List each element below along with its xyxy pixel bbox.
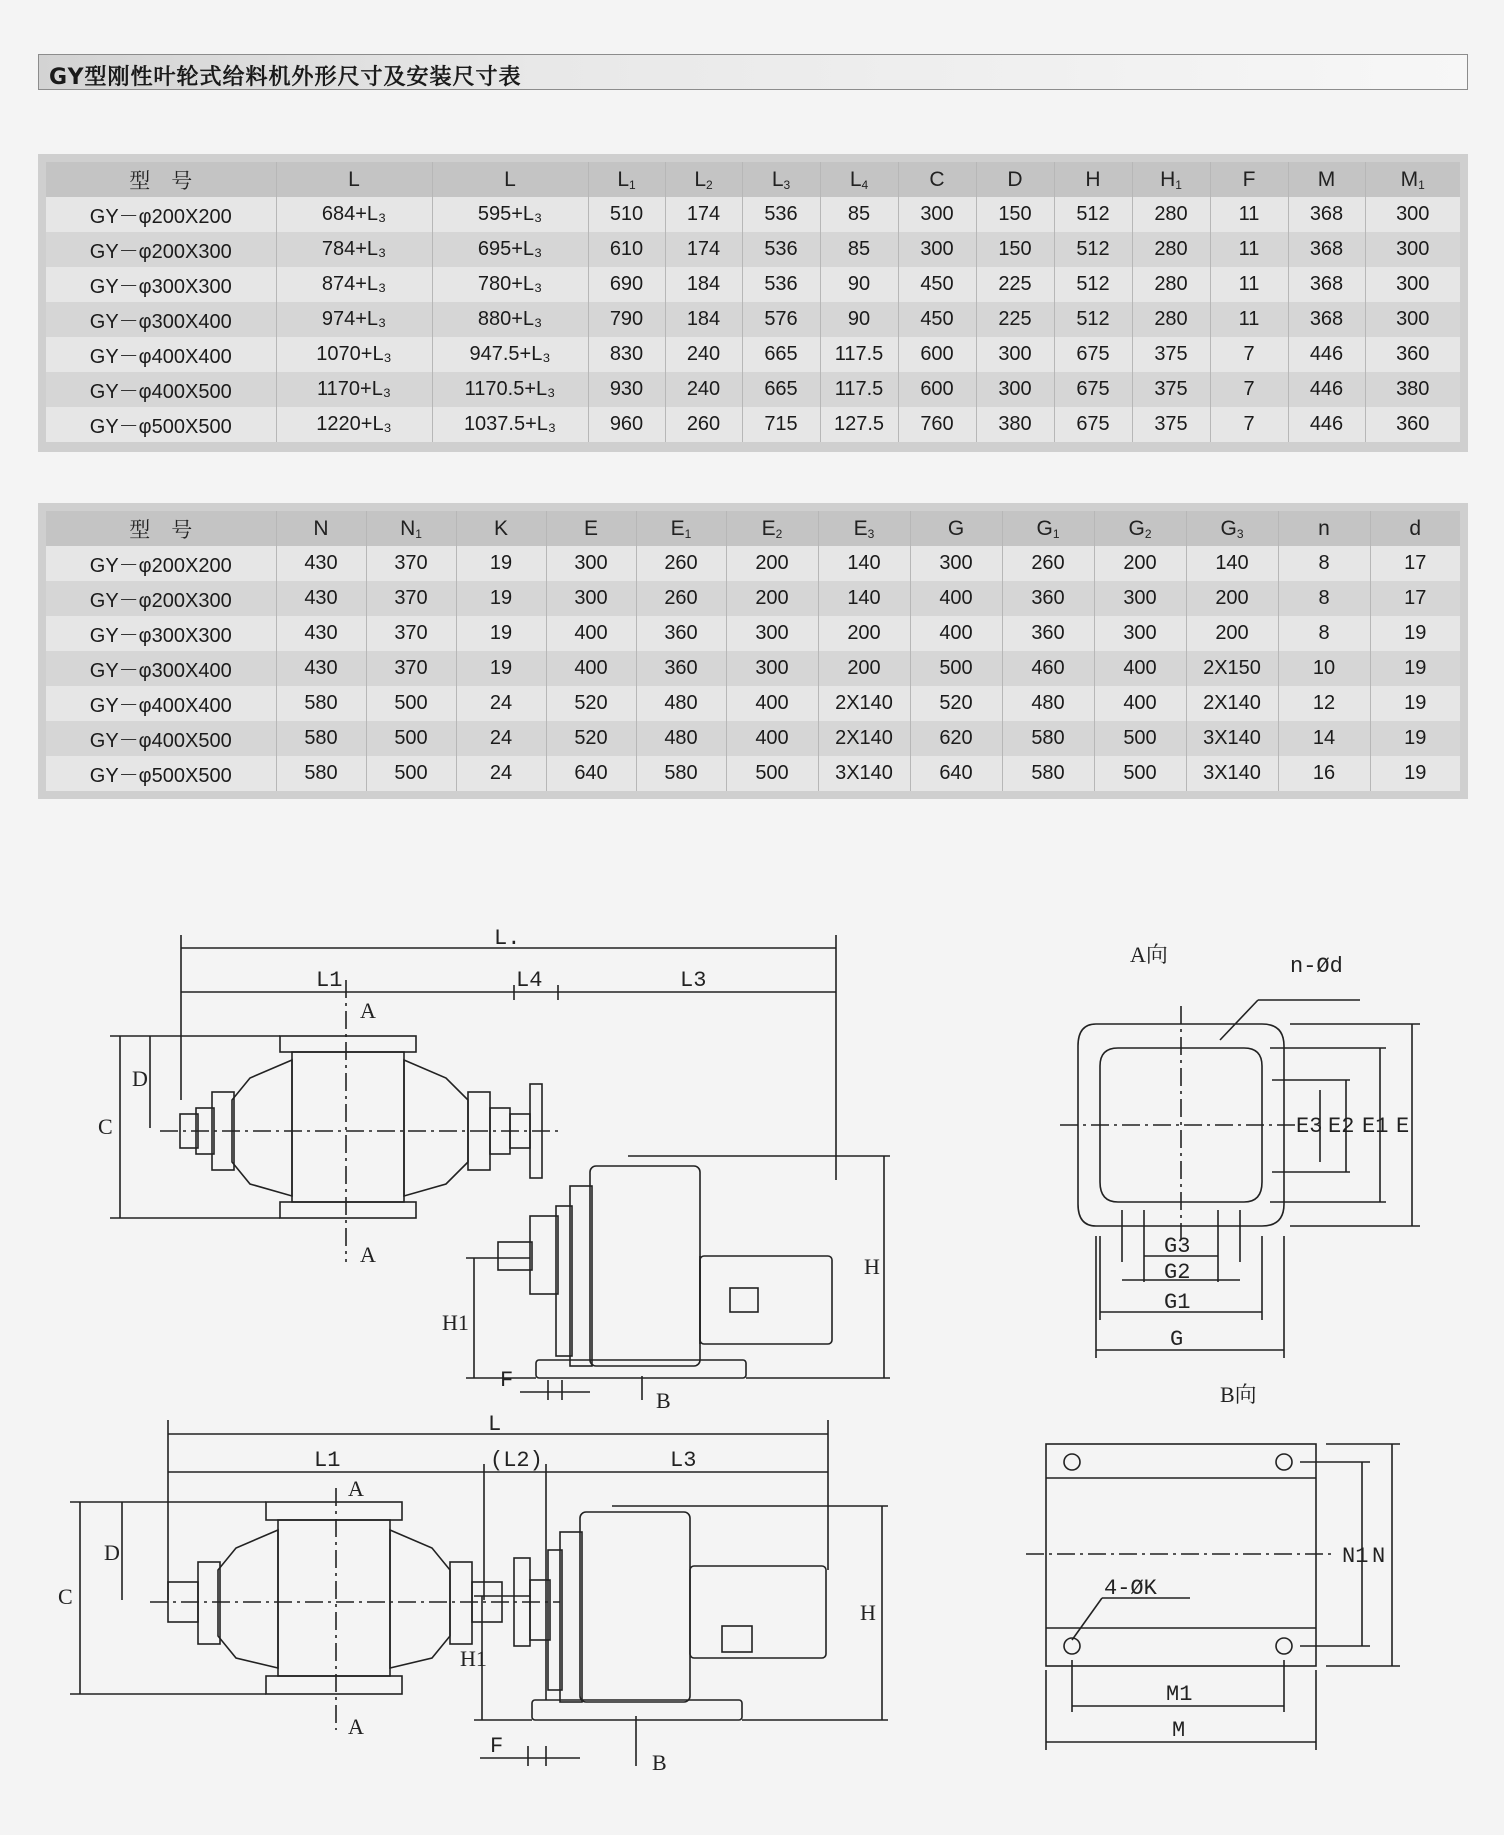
header-label: G [947, 516, 965, 540]
model-cell: GY－φ400X500 [46, 721, 276, 756]
value-cell: 260 [636, 546, 726, 581]
value-cell: 19 [456, 651, 546, 686]
header-subscript: 2 [706, 177, 713, 192]
value-cell: 2X140 [818, 721, 910, 756]
value-cell: 580 [276, 756, 366, 791]
model-cell: GY－φ200X300 [46, 232, 276, 267]
value-cell: 24 [456, 756, 546, 791]
header-label: L [694, 167, 706, 191]
value-cell: 300 [546, 546, 636, 581]
value-cell: 17 [1370, 546, 1460, 581]
value-cell: 675 [1054, 407, 1132, 442]
value-cell: 174 [665, 232, 742, 267]
label-view-b-M1: M1 [1166, 1682, 1193, 1707]
value-cell: 512 [1054, 302, 1132, 337]
header-label: N [400, 516, 416, 540]
value-cell: 19 [456, 581, 546, 616]
value-cell: 580 [1002, 721, 1094, 756]
label-view-b: B向 [1220, 1382, 1257, 1407]
view-b-base [1026, 1444, 1400, 1750]
label-top-D: D [132, 1066, 148, 1091]
value-cell: 536 [742, 232, 820, 267]
header-label: n [1318, 516, 1330, 540]
label-view-a-E: E [1396, 1114, 1410, 1139]
value-cell: 19 [1370, 616, 1460, 651]
value-cell: 1220+L₃ [276, 407, 432, 442]
header-label: N [313, 516, 329, 540]
label-bottom-A-upper: A [348, 1476, 364, 1501]
value-cell: 8 [1278, 546, 1370, 581]
value-cell: 260 [636, 581, 726, 616]
value-cell: 675 [1054, 372, 1132, 407]
header-subscript: 3 [783, 177, 791, 192]
value-cell: 200 [1186, 581, 1278, 616]
value-cell: 620 [910, 721, 1002, 756]
value-cell: 360 [636, 616, 726, 651]
value-cell: 510 [588, 197, 665, 232]
value-cell: 500 [1094, 721, 1186, 756]
header-label: d [1409, 516, 1422, 540]
value-cell: 375 [1132, 337, 1210, 372]
value-cell: 430 [276, 546, 366, 581]
value-cell: 11 [1210, 267, 1288, 302]
value-cell: 90 [820, 267, 898, 302]
label-top-A-lower: A [360, 1242, 376, 1267]
value-cell: 790 [588, 302, 665, 337]
value-cell: 450 [898, 302, 976, 337]
value-cell: 300 [1094, 581, 1186, 616]
value-cell: 640 [546, 756, 636, 791]
header-label: H [1085, 167, 1101, 191]
value-cell: 300 [910, 546, 1002, 581]
top-view-feeder-body [110, 935, 836, 1262]
value-cell: 200 [1094, 546, 1186, 581]
header-label: D [1007, 167, 1023, 191]
value-cell: 19 [456, 616, 546, 651]
header-label: L [617, 167, 629, 191]
value-cell: 400 [546, 651, 636, 686]
label-top-L: L. [494, 926, 521, 951]
value-cell: 300 [1365, 302, 1460, 337]
value-cell: 430 [276, 651, 366, 686]
value-cell: 260 [1002, 546, 1094, 581]
value-cell: 174 [665, 197, 742, 232]
label-view-a-G3: G3 [1164, 1234, 1191, 1259]
value-cell: 280 [1132, 232, 1210, 267]
value-cell: 300 [1365, 197, 1460, 232]
value-cell: 127.5 [820, 407, 898, 442]
view-a-flange [1060, 1000, 1420, 1358]
label-top-H: H [864, 1254, 880, 1279]
label-bottom-C: C [58, 1584, 73, 1609]
value-cell: 3X140 [1186, 756, 1278, 791]
value-cell: 85 [820, 197, 898, 232]
value-cell: 1070+L₃ [276, 337, 432, 372]
value-cell: 536 [742, 197, 820, 232]
value-cell: 500 [726, 756, 818, 791]
value-cell: 184 [665, 267, 742, 302]
value-cell: 460 [1002, 651, 1094, 686]
value-cell: 19 [1370, 651, 1460, 686]
value-cell: 19 [456, 546, 546, 581]
value-cell: 690 [588, 267, 665, 302]
header-label: C [929, 167, 945, 191]
label-bottom-H: H [860, 1600, 876, 1625]
label-view-a-G1: G1 [1164, 1290, 1191, 1315]
value-cell: 380 [1365, 372, 1460, 407]
value-cell: 300 [726, 616, 818, 651]
header-label: E [670, 516, 685, 540]
value-cell: 375 [1132, 407, 1210, 442]
value-cell: 600 [898, 337, 976, 372]
label-view-a: A向 [1130, 942, 1168, 967]
value-cell: 520 [546, 686, 636, 721]
value-cell: 300 [1094, 616, 1186, 651]
value-cell: 640 [910, 756, 1002, 791]
label-top-L3: L3 [680, 968, 707, 993]
value-cell: 24 [456, 686, 546, 721]
label-view-b-N: N [1372, 1544, 1386, 1569]
value-cell: 280 [1132, 267, 1210, 302]
header-label: E [853, 516, 868, 540]
value-cell: 2X140 [818, 686, 910, 721]
value-cell: 500 [1094, 756, 1186, 791]
value-cell: 240 [665, 337, 742, 372]
header-subscript: 1 [684, 526, 692, 541]
value-cell: 446 [1288, 337, 1365, 372]
label-view-a-E2: E2 [1328, 1114, 1355, 1139]
model-cell: GY－φ400X400 [46, 686, 276, 721]
model-cell: GY－φ200X300 [46, 581, 276, 616]
label-bottom-B: B [652, 1750, 667, 1775]
value-cell: 368 [1288, 232, 1365, 267]
value-cell: 512 [1054, 232, 1132, 267]
header-subscript: 1 [629, 177, 636, 192]
label-bottom-L: L [488, 1412, 502, 1437]
header-subscript: 1 [1052, 526, 1060, 541]
header-label: 型 号 [129, 169, 193, 193]
value-cell: 500 [366, 686, 456, 721]
value-cell: 368 [1288, 302, 1365, 337]
label-view-b-M: M [1172, 1718, 1186, 1743]
value-cell: 12 [1278, 686, 1370, 721]
value-cell: 400 [910, 581, 1002, 616]
value-cell: 2X140 [1186, 686, 1278, 721]
model-cell: GY－φ500X500 [46, 756, 276, 791]
label-top-B: B [656, 1388, 671, 1413]
value-cell: 370 [366, 581, 456, 616]
value-cell: 684+L₃ [276, 197, 432, 232]
label-view-a-G2: G2 [1164, 1260, 1191, 1285]
header-subscript: 3 [1236, 526, 1244, 541]
value-cell: 300 [898, 197, 976, 232]
header-label: 型 号 [129, 518, 193, 542]
value-cell: 280 [1132, 302, 1210, 337]
value-cell: 11 [1210, 197, 1288, 232]
value-cell: 580 [276, 686, 366, 721]
value-cell: 200 [818, 651, 910, 686]
value-cell: 784+L₃ [276, 232, 432, 267]
value-cell: 260 [665, 407, 742, 442]
value-cell: 665 [742, 372, 820, 407]
value-cell: 7 [1210, 337, 1288, 372]
header-label: L [771, 167, 784, 191]
label-bottom-F: F [490, 1734, 504, 1759]
value-cell: 16 [1278, 756, 1370, 791]
value-cell: 200 [726, 581, 818, 616]
value-cell: 225 [976, 267, 1054, 302]
value-cell: 19 [1370, 686, 1460, 721]
value-cell: 500 [366, 756, 456, 791]
header-subscript: 3 [867, 526, 875, 541]
top-view-gearbox [466, 1156, 890, 1400]
value-cell: 665 [742, 337, 820, 372]
value-cell: 430 [276, 581, 366, 616]
model-cell: GY－φ300X400 [46, 302, 276, 337]
model-cell: GY－φ200X200 [46, 197, 276, 232]
value-cell: 430 [276, 616, 366, 651]
value-cell: 11 [1210, 232, 1288, 267]
label-bottom-L3: L3 [670, 1448, 697, 1473]
value-cell: 715 [742, 407, 820, 442]
value-cell: 200 [818, 616, 910, 651]
label-bottom-L2: (L2) [490, 1448, 543, 1473]
value-cell: 117.5 [820, 372, 898, 407]
value-cell: 8 [1278, 616, 1370, 651]
header-label: H [1160, 167, 1176, 191]
value-cell: 8 [1278, 581, 1370, 616]
value-cell: 300 [546, 581, 636, 616]
value-cell: 14 [1278, 721, 1370, 756]
value-cell: 7 [1210, 407, 1288, 442]
value-cell: 368 [1288, 197, 1365, 232]
value-cell: 536 [742, 267, 820, 302]
label-view-b-hole: 4-ØK [1104, 1576, 1157, 1601]
header-subscript: 2 [775, 526, 783, 541]
value-cell: 300 [898, 232, 976, 267]
value-cell: 500 [910, 651, 1002, 686]
value-cell: 400 [1094, 651, 1186, 686]
value-cell: 580 [276, 721, 366, 756]
value-cell: 760 [898, 407, 976, 442]
value-cell: 480 [636, 721, 726, 756]
value-cell: 360 [1365, 337, 1460, 372]
value-cell: 512 [1054, 267, 1132, 302]
model-cell: GY－φ400X500 [46, 372, 276, 407]
value-cell: 780+L₃ [432, 267, 588, 302]
value-cell: 90 [820, 302, 898, 337]
header-label: M [1317, 167, 1336, 191]
label-top-L4: L4 [516, 968, 543, 993]
value-cell: 610 [588, 232, 665, 267]
value-cell: 200 [1186, 616, 1278, 651]
value-cell: 480 [1002, 686, 1094, 721]
value-cell: 280 [1132, 197, 1210, 232]
view-a-labels [1130, 942, 1409, 1352]
value-cell: 19 [1370, 721, 1460, 756]
value-cell: 300 [1365, 267, 1460, 302]
value-cell: 1170+L₃ [276, 372, 432, 407]
model-cell: GY－φ300X400 [46, 651, 276, 686]
value-cell: 400 [726, 721, 818, 756]
value-cell: 370 [366, 546, 456, 581]
header-label: G [1220, 516, 1237, 540]
label-bottom-D: D [104, 1540, 120, 1565]
value-cell: 360 [1002, 581, 1094, 616]
value-cell: 24 [456, 721, 546, 756]
value-cell: 11 [1210, 302, 1288, 337]
value-cell: 960 [588, 407, 665, 442]
value-cell: 370 [366, 616, 456, 651]
value-cell: 595+L₃ [432, 197, 588, 232]
value-cell: 3X140 [818, 756, 910, 791]
value-cell: 400 [910, 616, 1002, 651]
label-top-A-upper: A [360, 998, 376, 1023]
header-label: M [1400, 167, 1419, 191]
value-cell: 974+L₃ [276, 302, 432, 337]
value-cell: 184 [665, 302, 742, 337]
label-view-a-G: G [1170, 1327, 1184, 1352]
value-cell: 1037.5+L₃ [432, 407, 588, 442]
value-cell: 480 [636, 686, 726, 721]
header-label: F [1242, 167, 1256, 191]
value-cell: 446 [1288, 407, 1365, 442]
value-cell: 360 [1002, 616, 1094, 651]
value-cell: 150 [976, 232, 1054, 267]
value-cell: 300 [976, 337, 1054, 372]
value-cell: 930 [588, 372, 665, 407]
model-cell: GY－φ400X400 [46, 337, 276, 372]
value-cell: 400 [1094, 686, 1186, 721]
value-cell: 580 [1002, 756, 1094, 791]
value-cell: 675 [1054, 337, 1132, 372]
header-label: K [493, 516, 508, 540]
model-cell: GY－φ300X300 [46, 616, 276, 651]
label-bottom-L1: L1 [314, 1448, 341, 1473]
value-cell: 830 [588, 337, 665, 372]
value-cell: 500 [366, 721, 456, 756]
page-title: GY型刚性叶轮式给料机外形尺寸及安装尺寸表 [49, 65, 522, 90]
value-cell: 520 [546, 721, 636, 756]
value-cell: 370 [366, 651, 456, 686]
value-cell: 140 [1186, 546, 1278, 581]
value-cell: 368 [1288, 267, 1365, 302]
value-cell: 10 [1278, 651, 1370, 686]
value-cell: 400 [726, 686, 818, 721]
value-cell: 874+L₃ [276, 267, 432, 302]
label-top-H1: H1 [442, 1310, 469, 1335]
header-label: G [1128, 516, 1145, 540]
value-cell: 880+L₃ [432, 302, 588, 337]
value-cell: 225 [976, 302, 1054, 337]
value-cell: 7 [1210, 372, 1288, 407]
header-subscript: 2 [1144, 526, 1152, 541]
value-cell: 117.5 [820, 337, 898, 372]
value-cell: 580 [636, 756, 726, 791]
value-cell: 695+L₃ [432, 232, 588, 267]
value-cell: 240 [665, 372, 742, 407]
bottom-view-feeder-body [70, 1420, 828, 1730]
header-subscript: 1 [415, 526, 422, 541]
label-view-a-E3: E3 [1296, 1114, 1323, 1139]
value-cell: 19 [1370, 756, 1460, 791]
header-label: L [348, 167, 360, 191]
model-cell: GY－φ500X500 [46, 407, 276, 442]
label-view-a-hole: n-Ød [1290, 954, 1343, 979]
label-view-b-N1: N1 [1342, 1544, 1369, 1569]
value-cell: 300 [976, 372, 1054, 407]
header-subscript: 1 [1175, 177, 1182, 192]
header-label: E [583, 516, 598, 540]
value-cell: 200 [726, 546, 818, 581]
value-cell: 360 [636, 651, 726, 686]
value-cell: 576 [742, 302, 820, 337]
value-cell: 947.5+L₃ [432, 337, 588, 372]
value-cell: 512 [1054, 197, 1132, 232]
value-cell: 400 [546, 616, 636, 651]
model-cell: GY－φ200X200 [46, 546, 276, 581]
value-cell: 140 [818, 546, 910, 581]
value-cell: 85 [820, 232, 898, 267]
model-cell: GY－φ300X300 [46, 267, 276, 302]
label-top-F: F [500, 1368, 514, 1393]
value-cell: 446 [1288, 372, 1365, 407]
view-b-labels [1104, 1382, 1385, 1743]
value-cell: 375 [1132, 372, 1210, 407]
label-bottom-A-lower: A [348, 1714, 364, 1739]
value-cell: 600 [898, 372, 976, 407]
value-cell: 300 [726, 651, 818, 686]
header-label: L [849, 167, 862, 191]
label-bottom-H1: H1 [460, 1646, 487, 1671]
bottom-view-gearbox [474, 1506, 888, 1766]
value-cell: 1170.5+L₃ [432, 372, 588, 407]
header-label: G [1036, 516, 1053, 540]
value-cell: 520 [910, 686, 1002, 721]
label-top-C: C [98, 1114, 113, 1139]
header-label: L [504, 167, 516, 191]
header-subscript: 4 [861, 177, 869, 192]
value-cell: 17 [1370, 581, 1460, 616]
value-cell: 450 [898, 267, 976, 302]
header-label: E [761, 516, 776, 540]
header-subscript: 1 [1418, 177, 1425, 192]
value-cell: 300 [1365, 232, 1460, 267]
value-cell: 140 [818, 581, 910, 616]
label-view-a-E1: E1 [1362, 1114, 1389, 1139]
value-cell: 2X150 [1186, 651, 1278, 686]
value-cell: 3X140 [1186, 721, 1278, 756]
value-cell: 360 [1365, 407, 1460, 442]
label-top-L1: L1 [316, 968, 343, 993]
value-cell: 150 [976, 197, 1054, 232]
value-cell: 380 [976, 407, 1054, 442]
